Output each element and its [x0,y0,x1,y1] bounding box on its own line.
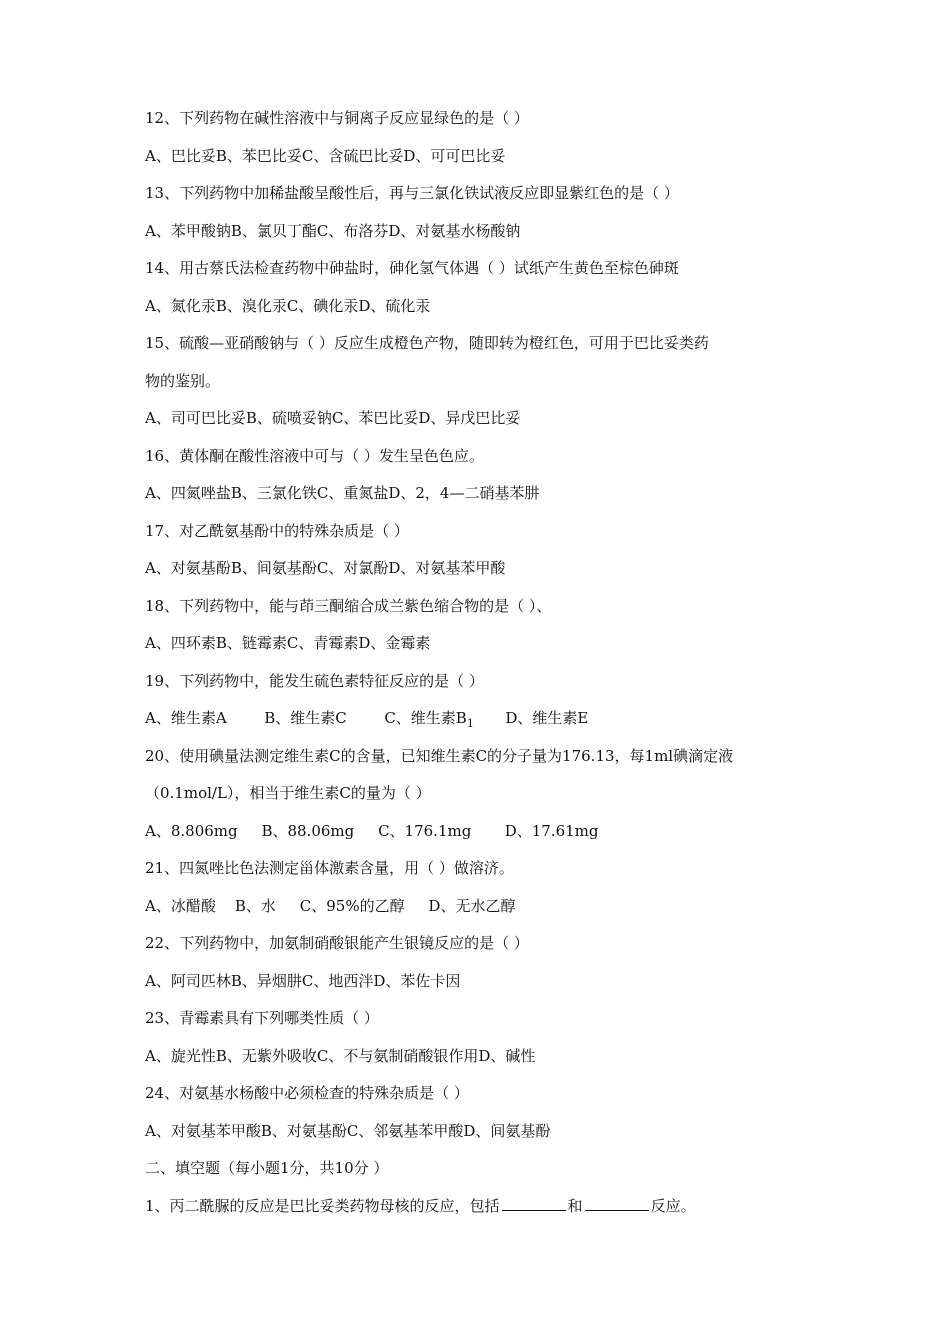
question-19: 19、下列药物中，能发生硫色素特征反应的是（ ） [145,672,484,690]
question-17: 17、对乙酰氨基酚中的特殊杂质是（ ） [145,522,409,540]
option-19-a: A、维生素A [145,709,227,727]
option-19-b: B、维生素C [264,709,347,727]
fill-question-1 [145,1196,696,1216]
question-23: 23、青霉素具有下列哪类性质（ ） [145,1009,379,1027]
options-21: A、冰醋酸 B、水 C、95%的乙醇 D、无水乙醇 [145,897,516,915]
options-17: A、对氨基酚B、间氨基酚C、对氯酚D、对氨基苯甲酸 [145,559,506,577]
options-19 [145,708,588,730]
question-15-cont: 物的鉴别。 [145,372,221,390]
question-13: 13、下列药物中加稀盐酸呈酸性后，再与三氯化铁试液反应即显紫红色的是（ ） [145,184,679,202]
fill-question-1-mid: 和 [567,1197,583,1215]
options-13: A、苯甲酸钠B、氯贝丁酯C、布洛芬D、对氨基水杨酸钠 [145,222,521,240]
options-24: A、对氨基苯甲酸B、对氨基酚C、邻氨基苯甲酸D、间氨基酚 [145,1122,551,1140]
question-12: 12、下列药物在碱性溶液中与铜离子反应显绿色的是（ ） [145,109,529,127]
option-19-c-subscript: 1 [466,717,474,730]
section-heading-fill-in: 二、填空题（每小题1分，共10分 ） [145,1159,389,1177]
options-23: A、旋光性B、无紫外吸收C、不与氨制硝酸银作用D、碱性 [145,1047,536,1065]
option-19-d: D、维生素E [505,709,589,727]
fill-question-1-suffix: 反应。 [650,1197,696,1215]
question-20: 20、使用碘量法测定维生素C的含量，已知维生素C的分子量为176.13，每1ml碘滴定液 [145,747,734,765]
answer-blank-2[interactable] [585,1196,649,1211]
options-22: A、阿司匹林B、异烟肼C、地西泮D、苯佐卡因 [145,972,461,990]
options-16: A、四氮唑盐B、三氯化铁C、重氮盐D、2，4—二硝基苯肼 [145,484,540,502]
question-20-cont: （0.1mol/L），相当于维生素C的量为（ ） [145,784,431,802]
question-14: 14、用古蔡氏法检查药物中砷盐时，砷化氢气体遇（ ）试纸产生黄色至棕色砷斑 [145,259,679,277]
options-18: A、四环素B、链霉素C、青霉素D、金霉素 [145,634,431,652]
question-16: 16、黄体酮在酸性溶液中可与（ ）发生呈色色应。 [145,447,484,465]
question-24: 24、对氨基水杨酸中必须检查的特殊杂质是（ ） [145,1084,469,1102]
options-12: A、巴比妥B、苯巴比妥C、含硫巴比妥D、可可巴比妥 [145,147,506,165]
question-22: 22、下列药物中，加氨制硝酸银能产生银镜反应的是（ ） [145,934,529,952]
question-21: 21、四氮唑比色法测定甾体激素含量，用（ ）做溶济。 [145,859,514,877]
options-20: A、8.806mg B、88.06mg C、176.1mg D、17.61mg [145,822,599,840]
question-18: 18、下列药物中，能与茚三酮缩合成兰紫色缩合物的是（ ）、 [145,597,552,615]
fill-question-1-prefix: 1、丙二酰脲的反应是巴比妥类药物母核的反应，包括 [145,1197,500,1215]
options-14: A、氮化汞B、溴化汞C、碘化汞D、硫化汞 [145,297,431,315]
question-15: 15、硫酸—亚硝酸钠与（ ）反应生成橙色产物，随即转为橙红色，可用于巴比妥类药 [145,334,709,352]
option-19-c: C、维生素B [384,709,467,727]
options-15: A、司可巴比妥B、硫喷妥钠C、苯巴比妥D、异戊巴比妥 [145,409,521,427]
answer-blank-1[interactable] [502,1196,566,1211]
